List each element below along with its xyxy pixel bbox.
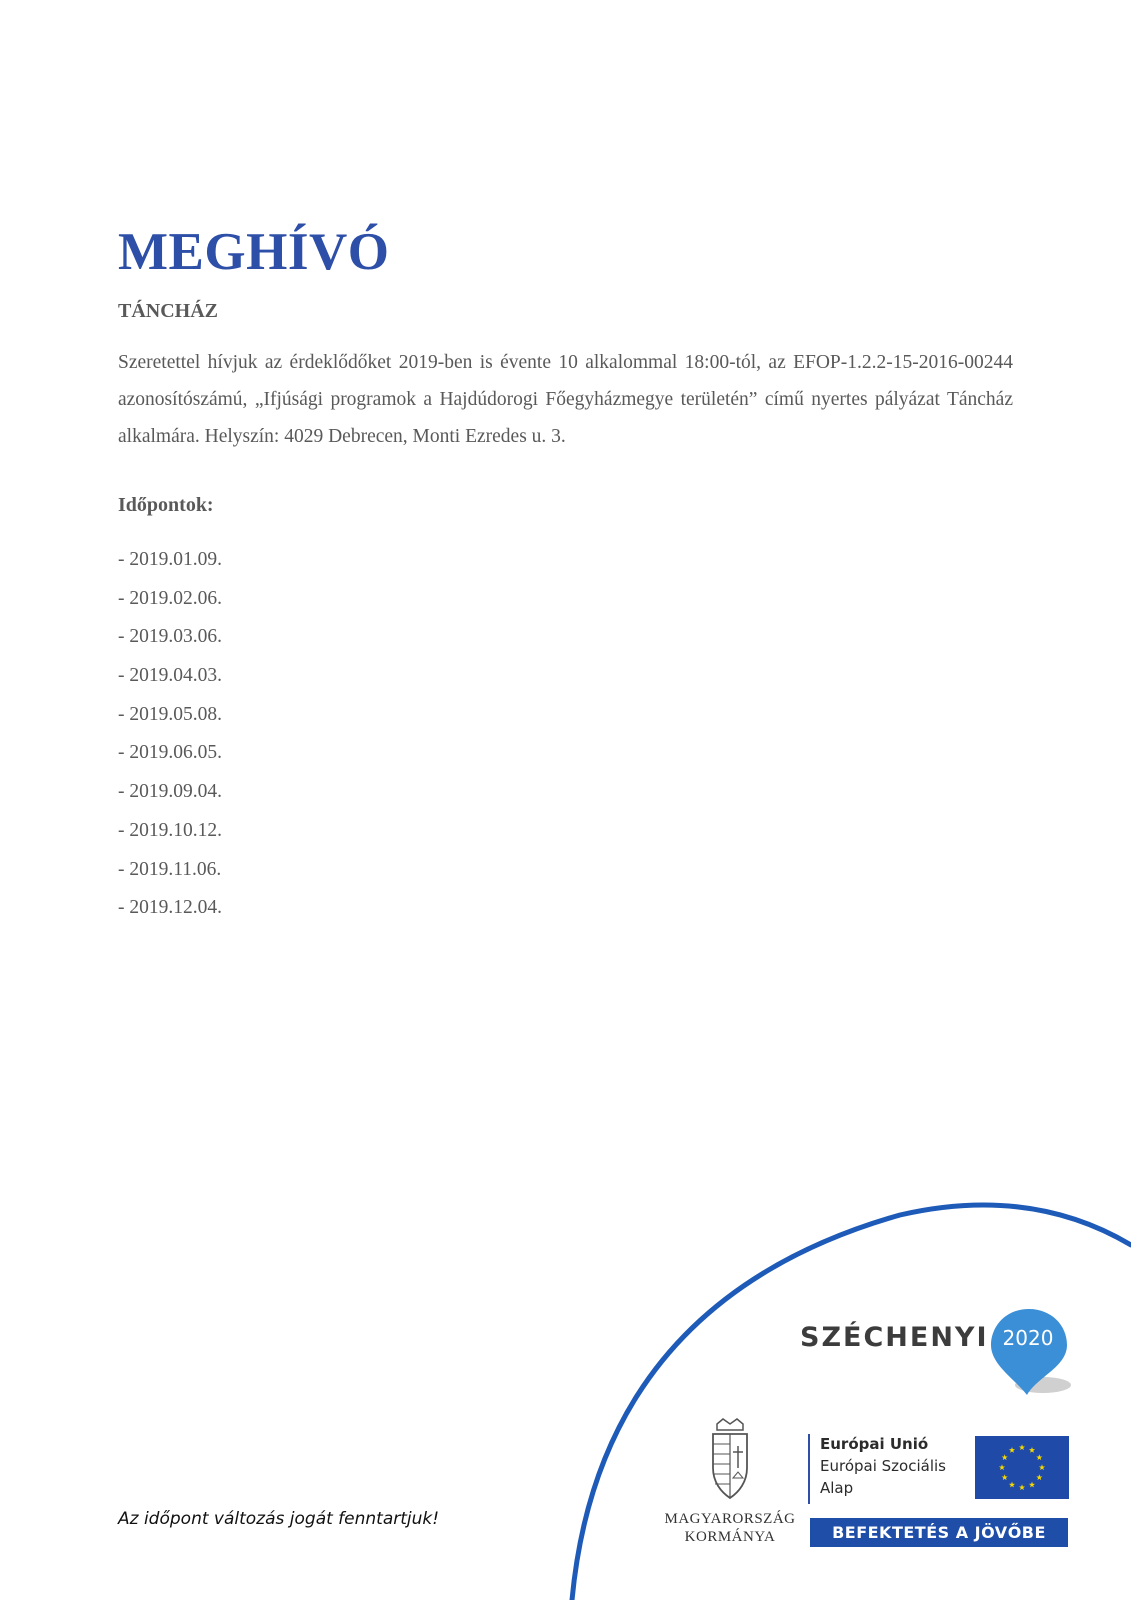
- page-title: MEGHÍVÓ: [118, 223, 390, 281]
- list-item: - 2019.02.06.: [118, 587, 222, 609]
- list-item: - 2019.05.08.: [118, 703, 222, 725]
- government-label: MAGYARORSZÁG: [664, 1511, 796, 1527]
- government-label-2: KORMÁNYA: [684, 1529, 776, 1545]
- list-item: - 2019.01.09.: [118, 549, 222, 570]
- szechenyi-pin-icon: [985, 1305, 1073, 1397]
- dates-heading: Időpontok:: [118, 494, 214, 516]
- eu-line-2: Európai Szociális: [820, 1457, 946, 1475]
- eu-line-1: Európai Unió: [820, 1435, 929, 1453]
- disclaimer-note: Az időpont változás jogát fenntartjuk!: [118, 1509, 440, 1529]
- list-item: - 2019.06.05.: [118, 742, 222, 764]
- eu-line-3: Alap: [820, 1479, 854, 1497]
- eu-fund-label: [820, 1433, 946, 1499]
- list-item: - 2019.03.06.: [118, 626, 222, 648]
- list-item: - 2019.10.12.: [118, 819, 222, 841]
- event-subtitle: TÁNCHÁZ: [118, 300, 219, 322]
- list-item: - 2019.09.04.: [118, 781, 222, 803]
- list-item: - 2019.12.04.: [118, 897, 222, 919]
- list-item: - 2019.04.03.: [118, 665, 222, 687]
- szechenyi-year: 2020: [1002, 1326, 1054, 1350]
- invest-banner: BEFEKTETÉS A JÖVŐBE: [810, 1518, 1068, 1547]
- szechenyi-logo-text: SZÉCHENYI: [800, 1322, 989, 1353]
- intro-paragraph: Szeretettel hívjuk az érdeklődőket 2019-ben is évente 10 alkalommal 18:00-tól, az EFOP-1.2.2-15-2016-00244 azonosítószámú, „Ifjúsági programok a Hajdúdorogi Főegyházmegye területén” című nyertes pályázat Táncház alkalmára. Helyszín: 4029 Debrecen, Monti Ezredes u. 3.: [118, 352, 1013, 447]
- eu-flag-icon: [975, 1436, 1069, 1499]
- coat-of-arms-icon: [707, 1418, 753, 1500]
- eu-divider: [808, 1434, 810, 1504]
- list-item: - 2019.11.06.: [118, 858, 222, 880]
